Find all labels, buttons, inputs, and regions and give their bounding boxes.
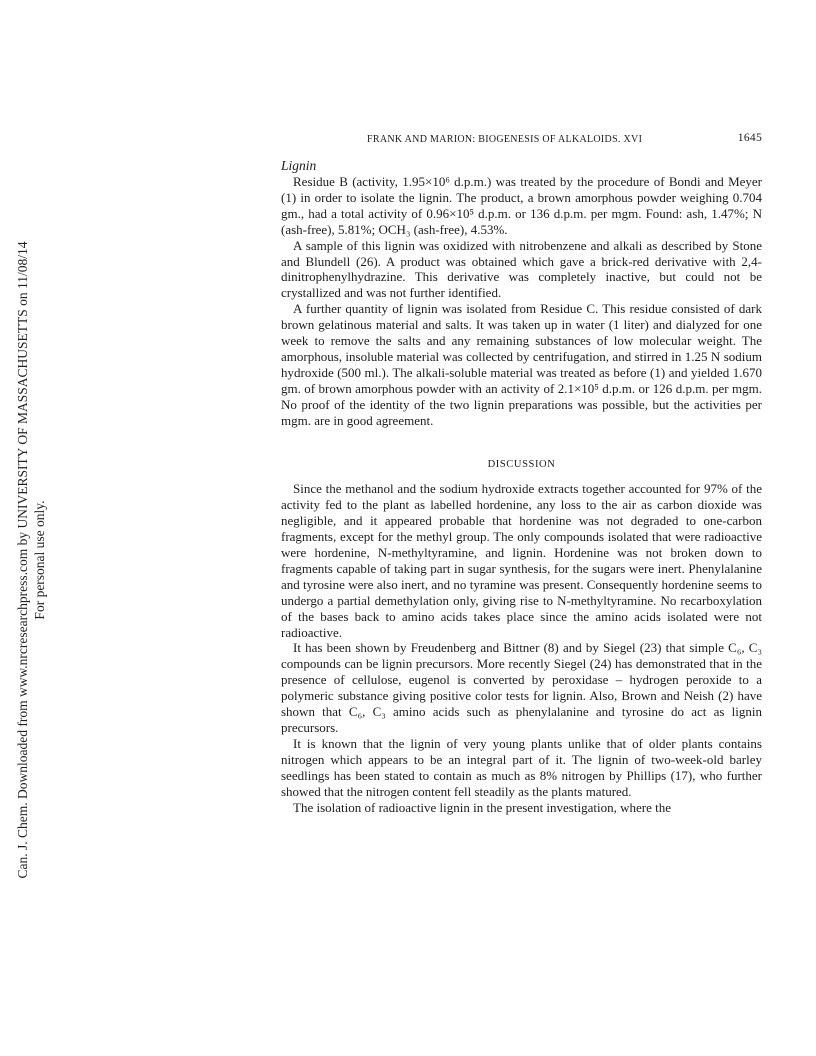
discussion-paragraph-2: It has been shown by Freudenberg and Bittner (8) and by Siegel (23) that simple C₆, C₃ compounds can be lignin precursors. More recently Siegel (24) has demonstrated that in the presence of cellulose, eugenol is converted by peroxidase – hydrogen peroxide to a polymeric substance giving positive color tests for lignin. Also, Brown and Neish (2) have shown that C₆, C₃ amino acids such as phenylalanine and tyrosine do act as lignin precursors. (281, 640, 762, 735)
page-header (281, 131, 762, 147)
lignin-heading: Lignin (281, 158, 317, 173)
personal-use-notice: For personal use only. (32, 500, 47, 620)
discussion-paragraph-4: The isolation of radioactive lignin in the present investigation, where the (293, 799, 671, 815)
lignin-paragraph-3: A further quantity of lignin was isolated from Residue C. This residue consisted of dark brown gelatinous material and salts. It was taken up in water (1 liter) and dialyzed for one week to remove the salts and any remaining substances of low molecular weight. The amorphous, insoluble material was collected by centrifugation, and stirred in 1.25 N sodium hydroxide (500 ml.). The alkali-soluble material was treated as before (1) and yielded 1.670 gm. of brown amorphous powder with an activity of 2.1×10⁵ d.p.m. or 126 d.p.m. per mgm. No proof of the identity of the two lignin preparations was possible, but the activities per mgm. are in good agreement. (281, 301, 762, 428)
article-body (281, 157, 762, 815)
download-notice: Can. J. Chem. Downloaded from www.nrcresearchpress.com by UNIVERSITY OF MASSACHUSETTS on 11/08/14 (15, 241, 30, 879)
discussion-paragraph-3: It is known that the lignin of very young plants unlike that of older plants contains nitrogen which appears to be an integral part of it. The lignin of two-week-old barley seedlings has been stated to contain as much as 8% nitrogen by Phillips (17), who further showed that the nitrogen content fell steadily as the plants matured. (281, 735, 762, 799)
running-head: FRANK AND MARION: BIOGENESIS OF ALKALOIDS. XVI (367, 134, 643, 145)
discussion-paragraph-1: Since the methanol and the sodium hydroxide extracts together accounted for 97% of the activity fed to the plant as labelled hordenine, any loss to the air as carbon dioxide was negligible, and it appeared probable that hordenine was not degraded to one-carbon fragments, except for the methyl group. The only compounds isolated that were radioactive were hordenine, N-methyltyramine, and lignin. Hordenine was not broken down to fragments capable of taking part in sugar synthesis, for the sugars were inert. Phenylalanine and tyrosine were also inert, and no tyramine was present. Consequently hordenine seems to undergo a partial demethylation only, giving rise to N-methyltyramine. No recarboxylation of the bases back to amino acids takes place since the amino acids isolated were not radioactive. (281, 481, 762, 640)
lignin-paragraph-2: A sample of this lignin was oxidized with nitrobenzene and alkali as described by Stone and Blundell (26). A product was obtained which gave a brick-red derivative with 2,4-dinitrophenylhydrazine. This derivative was completely inactive, but could not be crystallized and was not further identified. (281, 237, 762, 301)
lignin-paragraph-1: Residue B (activity, 1.95×10⁶ d.p.m.) was treated by the procedure of Bondi and Meyer (1) in order to isolate the lignin. The product, a brown amorphous powder weighing 0.704 gm., had a total activity of 0.96×10⁵ d.p.m. or 136 d.p.m. per mgm. Found: ash, 1.47%; N (ash-free), 5.81%; OCH₃ (ash-free), 4.53%. (281, 174, 762, 237)
discussion-heading: DISCUSSION (487, 458, 556, 470)
download-watermark (14, 240, 47, 880)
page-number: 1645 (737, 132, 762, 144)
